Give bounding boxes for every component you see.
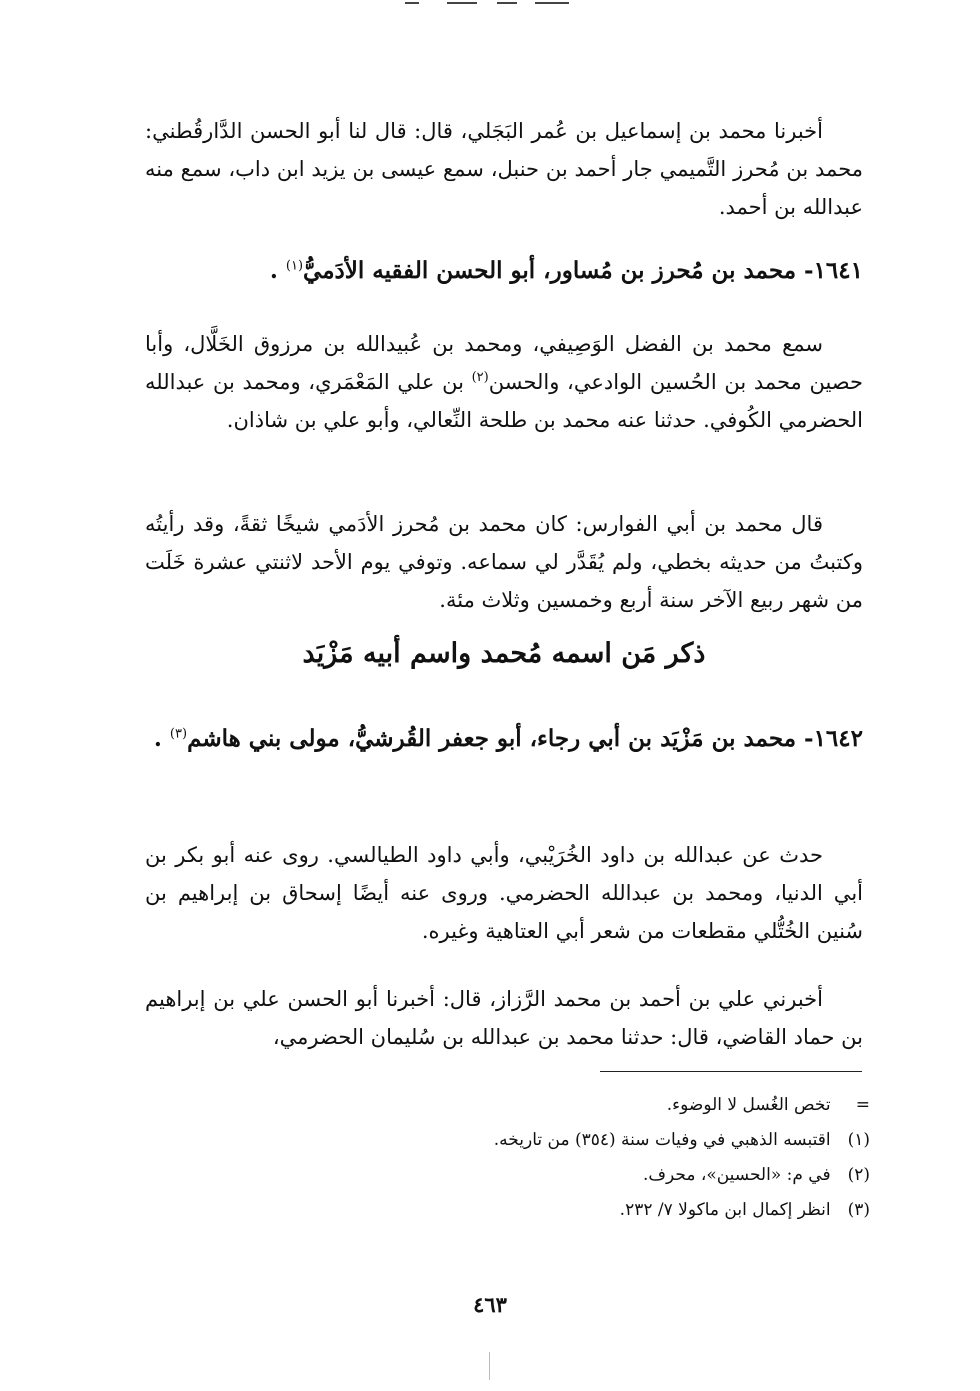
- paragraph-text: حدث عن عبدالله بن داود الخُرَيْبي، وأبي داود الطيالسي. روى عنه أبو بكر بن أبي الدنيا، ومحمد بن عبدالله الحضرمي. وروى عنه أيضًا إسحاق بن إبراهيم بن سُنين الخُتُّلي مقطعات من شعر أبي العتاهية وغيره.: [145, 843, 863, 943]
- entry-heading-end: .: [269, 257, 286, 284]
- footnote-reference: (١): [285, 258, 304, 274]
- footnote-text: تخص الغُسل لا الوضوء.: [666, 1095, 831, 1115]
- entry-heading-end: .: [153, 725, 170, 752]
- paragraph-text: [145, 325, 863, 439]
- footnote-marker: (١): [847, 1130, 870, 1150]
- paragraph-1641-death: [145, 505, 863, 619]
- entry-1641-heading: [145, 250, 863, 292]
- page-number: ٤٦٣: [473, 1292, 507, 1317]
- paragraph-1642-narration: [145, 836, 863, 950]
- footnote-text: انظر إكمال ابن ماكولا ٧/ ٢٣٢.: [619, 1200, 831, 1220]
- footnote-text: في م: «الحسين»، محرف.: [642, 1165, 831, 1185]
- footnote-divider: [600, 1071, 862, 1072]
- paragraph-text: أخبرني علي بن أحمد بن محمد الرَّزاز، قال: أخبرنا أبو الحسن علي بن إبراهيم بن حماد القاضي، قال: حدثنا محمد بن عبدالله بن سُليمان الحضرمي،: [145, 987, 863, 1049]
- entry-1642-heading: [145, 718, 863, 760]
- footnotes: [300, 1088, 870, 1228]
- footnote-marker: (٢): [847, 1165, 870, 1185]
- entry-heading: [145, 718, 863, 760]
- footnote-marker: =: [855, 1095, 870, 1115]
- footnote-marker: (٣): [847, 1200, 870, 1220]
- footnote-1: [300, 1123, 870, 1158]
- entry-heading: [145, 250, 863, 292]
- bottom-edge-mark: [489, 1352, 490, 1380]
- section-title: ذكر مَن اسمه مُحمد واسم أبيه مَزْيَد: [302, 638, 706, 669]
- paragraph-part: سمع محمد بن الفضل الوَصِيفي، ومحمد بن عُبيدالله بن مرزوق الخَلَّال، وأبا حصين محمد بن الحُسين الوادعي، والحسن: [145, 332, 863, 394]
- footnote-reference: (٣): [169, 726, 188, 742]
- entry-heading-text: ١٦٤٢- محمد بن مَزْيَد بن أبي رجاء، أبو جعفر القُرشيُّ، مولى بني هاشم: [187, 725, 863, 752]
- footnote-3: [300, 1193, 870, 1228]
- paragraph-isnad-opening: [145, 112, 863, 226]
- footnote-continuation: [300, 1088, 870, 1123]
- footnote-2: [300, 1158, 870, 1193]
- paragraph-text: قال محمد بن أبي الفوارس: كان محمد بن مُحرز الأدَمي شيخًا ثقةً، وقد رأيتُه وكتبتُ من حديثه بخطي، ولم يُقَدَّر لي سماعه. وتوفي يوم الأحد لاثنتي عشرة خَلَت من شهر ربيع الآخر سنة أربع وخمسين وثلاث مئة.: [145, 512, 863, 612]
- footnote-text: اقتبسه الذهبي في وفيات سنة (٣٥٤) من تاريخه.: [493, 1130, 831, 1150]
- paragraph-1642-isnad: [145, 980, 863, 1056]
- entry-heading-text: ١٦٤١- محمد بن مُحرز بن مُساور، أبو الحسن الفقيه الأدَميُّ: [303, 257, 863, 284]
- paragraph-text: أخبرنا محمد بن إسماعيل بن عُمر البَجَلي، قال: قال لنا أبو الحسن الدَّارقُطني: محمد بن مُحرز التَّميمي جار أحمد بن حنبل، سمع عيسى بن يزيد ابن داب، سمع منه عبدالله بن أحمد.: [145, 119, 863, 219]
- footnote-reference: (٢): [471, 370, 489, 385]
- paragraph-1641-teachers: [145, 325, 863, 439]
- paragraph-part: بن علي المَعْمَري، ومحمد بن عبدالله الحضرمي الكُوفي. حدثنا عنه محمد بن طلحة النِّعالي، وأبو علي بن شاذان.: [145, 370, 863, 432]
- top-edge-marks: [395, 0, 595, 8]
